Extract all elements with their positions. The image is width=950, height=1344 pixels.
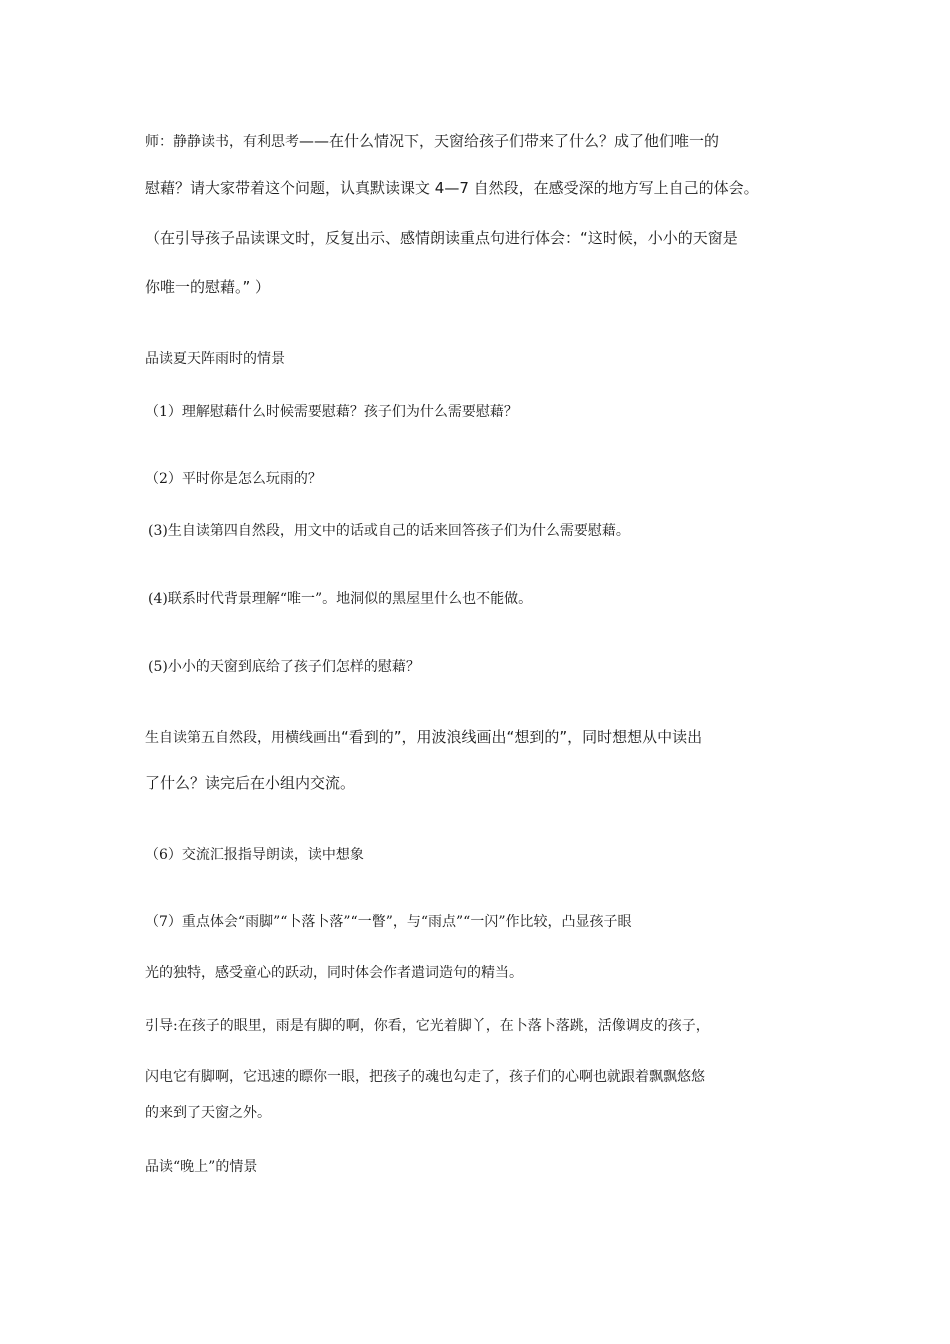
paragraph-reading-line-1 — [145, 727, 825, 748]
text-segment: 生自读第五自然段，用横线画出 — [145, 730, 341, 746]
list-item: （1）理解慰藉什么时候需要慰藉？孩子们为什么需要慰藉？ — [145, 404, 518, 420]
list-item: （2）平时你是怎么玩雨的？ — [145, 471, 322, 487]
list-item: （7）重点体会“雨脚”“卜落卜落”“一瞥”，与“雨点”“一闪”作比较，凸显孩子眼 — [145, 914, 632, 930]
paragraph-note-line-1: （在引导孩子品读课文时，反复出示、感情朗读重点句进行体会：“这时候，小小的天窗是 — [145, 229, 738, 247]
list-item: (3)生自读第四自然段，用文中的话或自己的话来回答孩子们为什么需要慰藉。 — [148, 523, 630, 539]
paragraph-guide-line-3: 的来到了天窗之外。 — [145, 1105, 271, 1121]
list-item: （6）交流汇报指导朗读，读中想象 — [145, 847, 364, 863]
paragraph-guide-line-1: 引导:在孩子的眼里，雨是有脚的啊，你看，它光着脚丫，在卜落卜落跳，活像调皮的孩子， — [145, 1018, 710, 1034]
text-segment: ——在什么情况下，天窗给孩子们带来了什么？成了他们唯一的 — [299, 132, 720, 150]
paragraph-note-line-2: 你唯一的慰藉。” ） — [145, 278, 271, 296]
list-item-continuation: 光的独特，感受童心的跃动，同时体会作者遣词造句的精当。 — [145, 965, 523, 981]
paragraph-teacher-line-2: 慰藉？请大家带着这个问题，认真默读课文 4—7 自然段，在感受深的地方写上自己的体会。 — [145, 179, 759, 197]
section-heading: 品读“晚上”的情景 — [145, 1159, 258, 1175]
section-heading: 品读夏天阵雨时的情景 — [145, 351, 285, 367]
text-segment: 师：静静读书，有利思考 — [145, 134, 299, 150]
list-item: (5)小小的天窗到底给了孩子们怎样的慰藉？ — [148, 659, 420, 675]
paragraph-guide-line-2: 闪电它有脚啊，它迅速的瞟你一眼，把孩子的魂也勾走了，孩子们的心啊也就跟着飘飘悠悠 — [145, 1069, 705, 1085]
paragraph-teacher-line-1 — [145, 131, 825, 152]
text-segment: “看到的”，用波浪线画出“想到的”，同时想想从中读出 — [341, 728, 703, 746]
paragraph-reading-line-2: 了什么？读完后在小组内交流。 — [145, 774, 356, 792]
list-item: (4)联系时代背景理解“唯一”。地洞似的黑屋里什么也不能做。 — [148, 591, 533, 607]
